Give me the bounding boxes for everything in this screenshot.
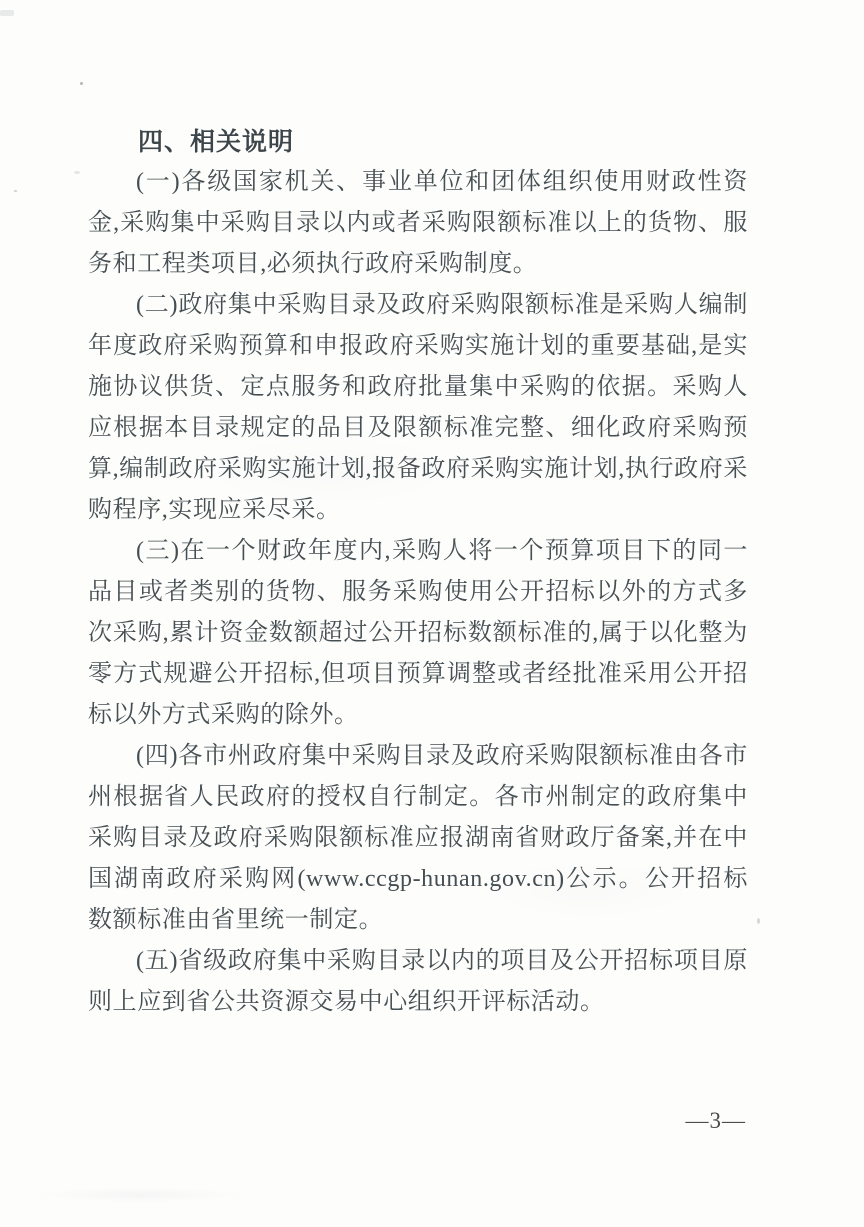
scan-speck (14, 190, 17, 192)
section-heading: 四、相关说明 (138, 127, 295, 156)
document-body (88, 121, 748, 1023)
paragraph-1: (一)各级国家机关、事业单位和团体组织使用财政性资金,采购集中采购目录以内或者采购限额标准以上的货物、服务和工程类项目,必须执行政府采购制度。 (88, 169, 748, 277)
paragraph-2: (二)政府集中采购目录及政府采购限额标准是采购人编制年度政府采购预算和申报政府采购实施计划的重要基础,是实施协议供货、定点服务和政府批量集中采购的依据。采购人应根据本目录规定的品目及限额标准完整、细化政府采购预算,编制政府采购实施计划,报备政府采购实施计划,执行政府采购程序,实现应采尽采。 (88, 292, 748, 523)
scan-speck (757, 918, 760, 924)
scan-speck (0, 10, 14, 16)
scan-speck (74, 171, 80, 174)
scan-speck (80, 82, 83, 85)
page-number: —3— (685, 1108, 746, 1133)
paragraph-5: (五)省级政府集中采购目录以内的项目及公开招标项目原则上应到省公共资源交易中心组织开评标活动。 (88, 948, 748, 1015)
paragraph-3: (三)在一个财政年度内,采购人将一个预算项目下的同一品目或者类别的货物、服务采购使用公开招标以外的方式多次采购,累计资金数额超过公开招标数额标准的,属于以化整为零方式规避公开招标,但项目预算调整或者经批准采用公开招标以外方式采购的除外。 (88, 538, 748, 728)
paragraph-4: (四)各市州政府集中采购目录及政府采购限额标准由各市州根据省人民政府的授权自行制定。各市州制定的政府集中采购目录及政府采购限额标准应报湖南省财政厅备案,并在中国湖南政府采购网(www.ccgp-hunan.gov.cn)公示。公开招标数额标准由省里统一制定。 (88, 743, 748, 933)
